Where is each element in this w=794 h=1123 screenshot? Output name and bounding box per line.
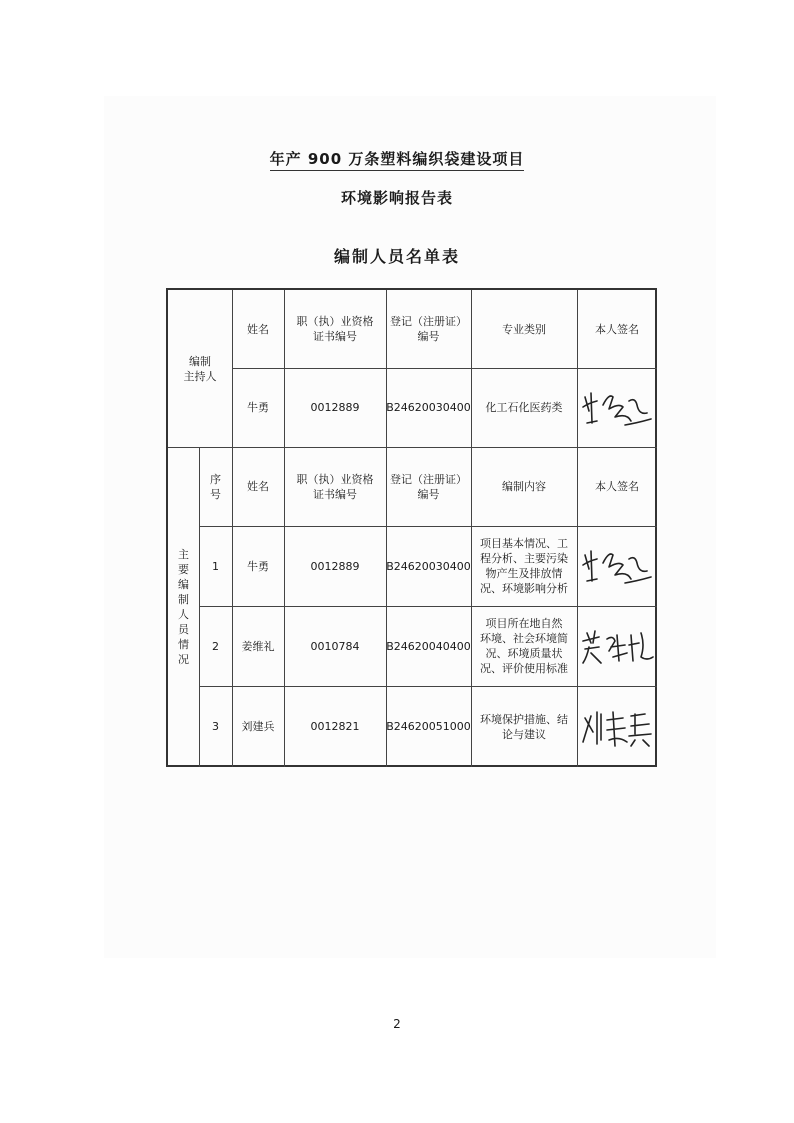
- table-title: 编制人员名单表: [333, 247, 460, 266]
- row-2-cert: 0010784: [310, 639, 360, 653]
- row-2-content: 项目所在地自然 环境、社会环境简 况、环境质量状 况、评价使用标准: [480, 617, 568, 675]
- row-1-reg: B24620030400: [386, 559, 471, 573]
- host-section-label: 编制 主持人: [183, 354, 217, 383]
- row-2-signature: [577, 606, 657, 686]
- row-3-cert: 0012821: [310, 720, 360, 733]
- header-name: 姓名: [247, 480, 269, 493]
- header-name: 姓名: [247, 322, 269, 336]
- row-1-seq: 1: [212, 559, 219, 573]
- header-reg-number: 登记（注册证） 编号: [390, 315, 467, 343]
- header-reg-number: 登记（注册证） 编号: [390, 472, 467, 501]
- header-category: 专业类别: [502, 322, 546, 336]
- row-3-seq: 3: [212, 720, 219, 733]
- host-reg: B24620030400: [386, 401, 471, 414]
- header-cert-number: 职（执）业资格 证书编号: [296, 472, 374, 501]
- row-3-signature: [577, 686, 657, 767]
- signature-image: [579, 621, 655, 671]
- signature-image: [579, 383, 655, 433]
- row-2-reg: B24620040400: [386, 639, 471, 653]
- page-number: 2: [393, 1017, 401, 1031]
- row-1-name: 牛勇: [247, 559, 269, 573]
- staff-section-label: 主 要 编 制 人 员 情 况: [178, 548, 189, 666]
- row-1-content: 项目基本情况、工 程分析、主要污染 物产生及排放情 况、环境影响分析: [480, 537, 568, 595]
- row-2-name: 姜维礼: [241, 639, 275, 653]
- header-seq: 序 号: [210, 472, 221, 501]
- header-signature: 本人签名: [595, 480, 639, 493]
- header-content: 编制内容: [502, 480, 546, 493]
- host-signature: [577, 368, 657, 447]
- document-title: 年产 900 万条塑料编织袋建设项目: [0, 148, 794, 169]
- row-3-content: 环境保护措施、结 论与建议: [480, 712, 568, 741]
- header-cert-number: 职（执）业资格 证书编号: [296, 315, 374, 343]
- host-name: 牛勇: [247, 401, 269, 414]
- row-1-signature: [577, 526, 657, 606]
- row-3-name: 刘建兵: [241, 720, 275, 733]
- row-3-reg: B24620051000: [386, 720, 471, 733]
- staff-table: [166, 288, 657, 767]
- host-category: 化工石化医药类: [485, 401, 563, 414]
- row-2-seq: 2: [212, 639, 219, 653]
- header-signature: 本人签名: [595, 322, 639, 336]
- row-1-cert: 0012889: [310, 559, 360, 573]
- signature-image: [579, 541, 655, 591]
- signature-image: [579, 702, 655, 752]
- host-cert: 0012889: [310, 401, 360, 414]
- document-subtitle: 环境影响报告表: [340, 189, 453, 207]
